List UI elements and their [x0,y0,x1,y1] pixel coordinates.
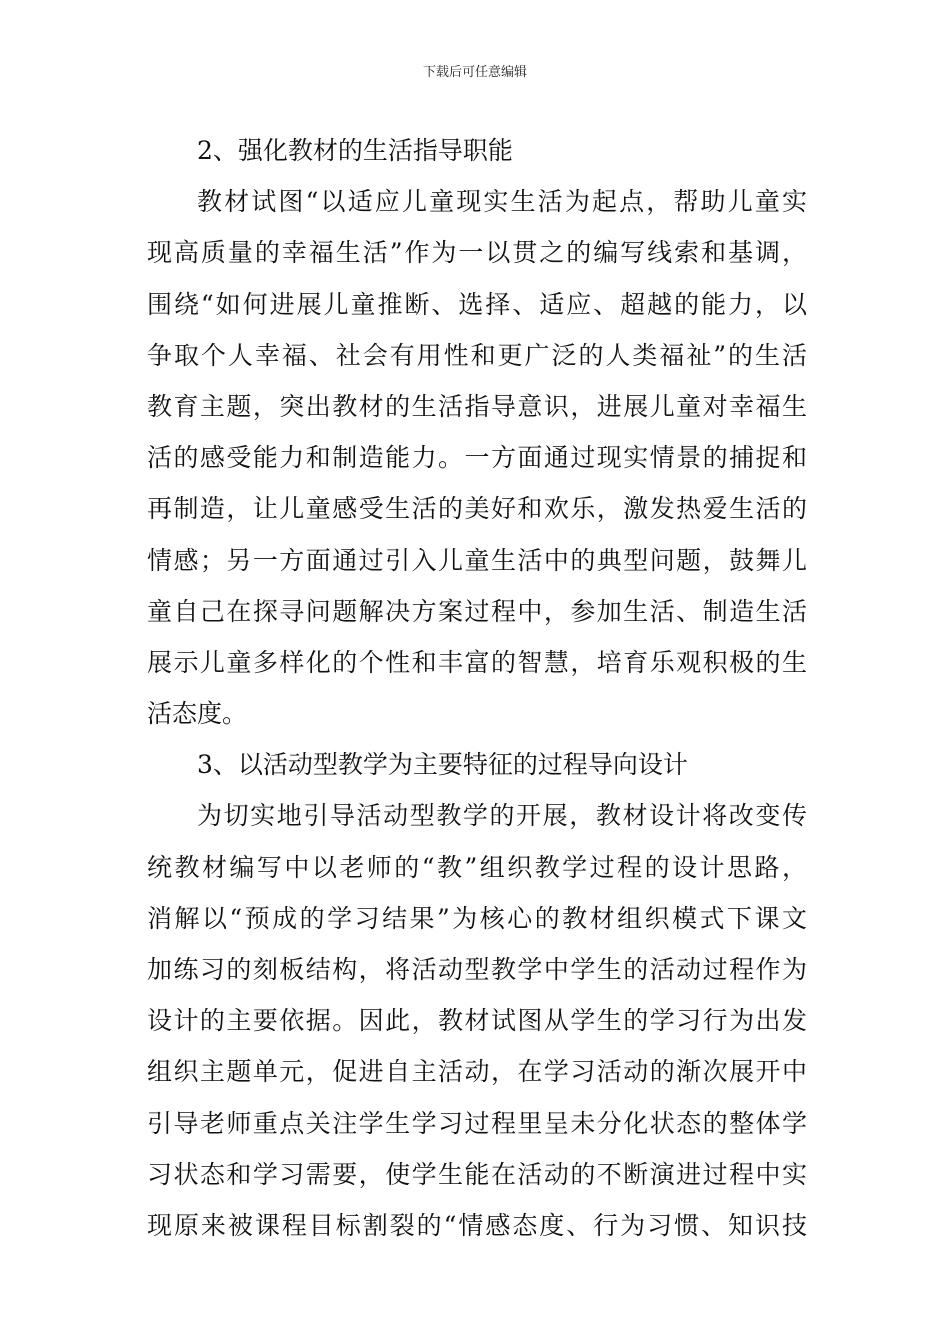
text-line: 3、以活动型教学为主要特征的过程导向设计 [197,750,688,780]
text-line: 围绕“如何进展儿童推断、选择、适应、超越的能力，以 [147,289,807,319]
text-line: 活态度。 [147,699,248,729]
text-line: 为切实地引导活动型教学的开展，教材设计将改变传 [197,801,807,831]
document-body [147,125,807,1251]
text-line: 2、强化教材的生活指导职能 [197,136,513,165]
text-line: 争取个人幸福、社会有用性和更广泛的人类福祉”的生活 [147,340,807,370]
text-line: 活的感受能力和制造能力。一方面通过现实情景的捕捉和 [147,443,807,473]
page-header: 下载后可任意编辑 [422,65,527,80]
text-line: 习状态和学习需要，使学生能在活动的不断演进过程中实 [147,1159,807,1189]
text-line: 现高质量的幸福生活”作为一以贯之的编写线索和基调， [147,238,807,268]
text-line: 再制造，让儿童感受生活的美好和欢乐，激发热爱生活的 [147,494,807,524]
text-line: 现原来被课程目标割裂的“情感态度、行为习惯、知识技 [147,1210,807,1240]
text-line: 引导老师重点关注学生学习过程里呈未分化状态的整体学 [147,1108,807,1138]
text-line: 设计的主要依据。因此，教材试图从学生的学习行为出发 [147,1006,807,1036]
text-line: 童自己在探寻问题解决方案过程中，参加生活、制造生活 [147,596,807,626]
text-line: 统教材编写中以老师的“教”组织教学过程的设计思路， [147,852,807,882]
text-line: 组织主题单元，促进自主活动，在学习活动的渐次展开中 [147,1057,807,1087]
text-line: 展示儿童多样化的个性和丰富的智慧，培育乐观积极的生 [147,647,807,677]
text-line: 加练习的刻板结构，将活动型教学中学生的活动过程作为 [147,955,807,984]
text-line: 教材试图“以适应儿童现实生活为起点，帮助儿童实 [197,187,807,217]
text-line: 教育主题，突出教材的生活指导意识，进展儿童对幸福生 [147,391,807,421]
text-line: 情感；另一方面通过引入儿童生活中的典型问题，鼓舞儿 [147,545,807,575]
text-line: 消解以“预成的学习结果”为核心的教材组织模式下课文 [147,903,807,933]
